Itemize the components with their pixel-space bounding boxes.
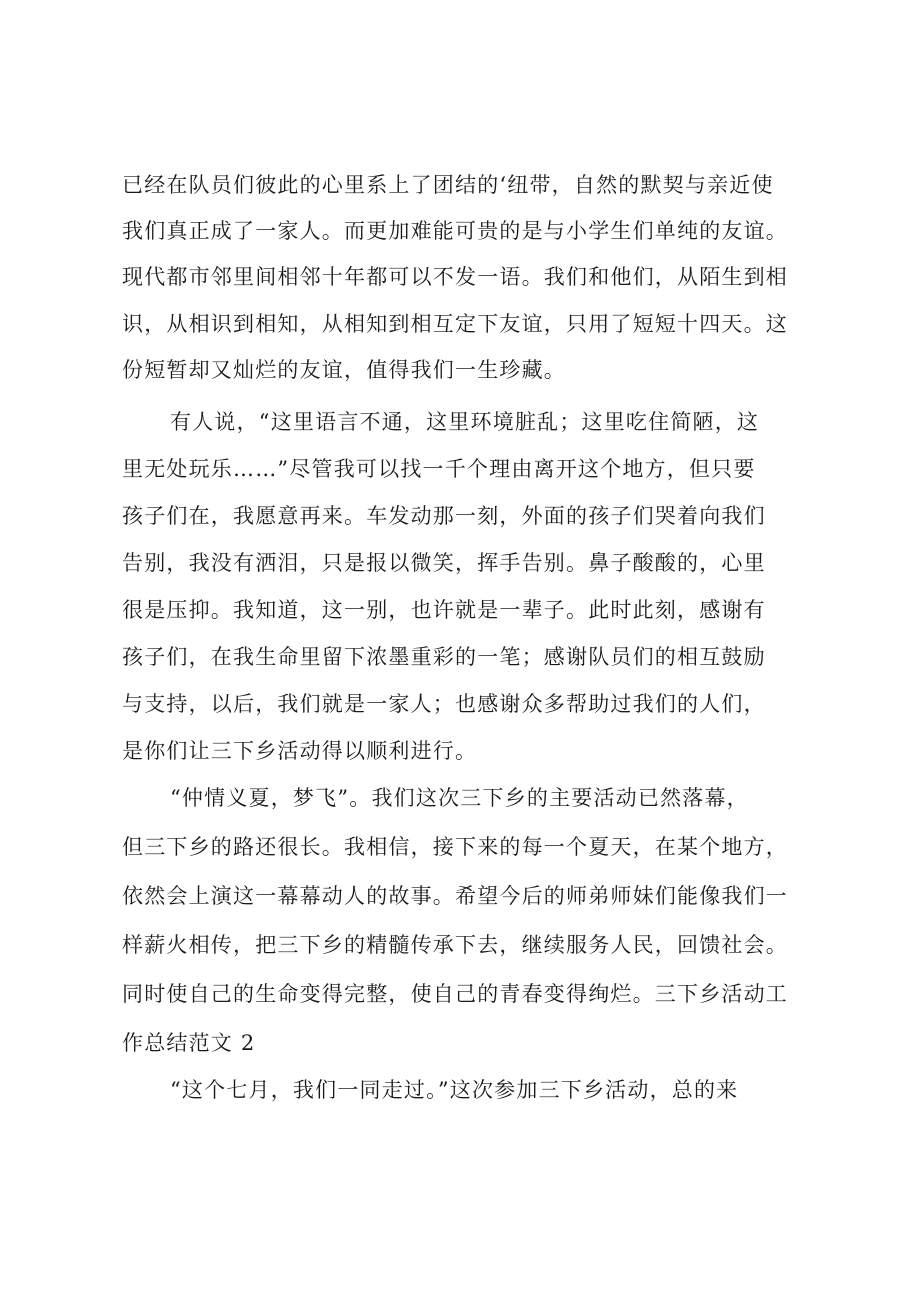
paragraph-line: 很是压抑。我知道，这一别，也许就是一辈子。此时此刻，感谢有 bbox=[122, 598, 766, 622]
paragraph-line: 样薪火相传，把三下乡的精髓传承下去，继续服务人民，回馈社会。 bbox=[122, 933, 788, 957]
paragraph-line: 有人说，“这里语言不通，这里环境脏乱；这里吃住简陋，这 bbox=[170, 410, 760, 434]
paragraph-line: 已经在队员们彼此的心里系上了团结的‘纽带，自然的默契与亲近使 bbox=[122, 173, 774, 197]
paragraph-line: 孩子们在，我愿意再来。车发动那一刻，外面的孩子们哭着向我们 bbox=[122, 504, 766, 528]
paragraph-line: 作总结范文 2 bbox=[122, 1031, 256, 1055]
paragraph-line: 同时使自己的生命变得完整，使自己的青春变得绚烂。三下乡活动工 bbox=[122, 982, 788, 1006]
paragraph-line: 现代都市邻里间相邻十年都可以不发一语。我们和他们，从陌生到相 bbox=[122, 265, 788, 289]
paragraph-line: “仲情义夏，梦飞”。我们这次三下乡的主要活动已然落幕， bbox=[170, 786, 749, 810]
paragraph-line: 告别，我没有洒泪，只是报以微笑，挥手告别。鼻子酸酸的，心里 bbox=[122, 551, 766, 575]
paragraph-line: 但三下乡的路还很长。我相信，接下来的每一个夏天，在某个地方， bbox=[122, 835, 788, 859]
paragraph-line: 份短暂却又灿烂的友谊，值得我们一生珍藏。 bbox=[122, 358, 566, 382]
paragraph-line: 依然会上演这一幕幕动人的故事。希望今后的师弟师妹们能像我们一 bbox=[122, 884, 788, 908]
paragraph-line: 孩子们，在我生命里留下浓墨重彩的一笔；感谢队员们的相互鼓励 bbox=[122, 645, 766, 669]
paragraph-line: 里无处玩乐……”尽管我可以找一千个理由离开这个地方，但只要 bbox=[122, 457, 756, 481]
paragraph-line: 识，从相识到相知，从相知到相互定下友谊，只用了短短十四天。这 bbox=[122, 312, 788, 336]
paragraph-line: 是你们让三下乡活动得以顺利进行。 bbox=[122, 739, 478, 763]
paragraph-line: “这个七月，我们一同走过。”这次参加三下乡活动，总的来 bbox=[170, 1078, 739, 1102]
paragraph-line: 我们真正成了一家人。而更加难能可贵的是与小学生们单纯的友谊。 bbox=[122, 219, 788, 243]
paragraph-line: 与支持，以后，我们就是一家人；也感谢众多帮助过我们的人们， bbox=[122, 692, 766, 716]
